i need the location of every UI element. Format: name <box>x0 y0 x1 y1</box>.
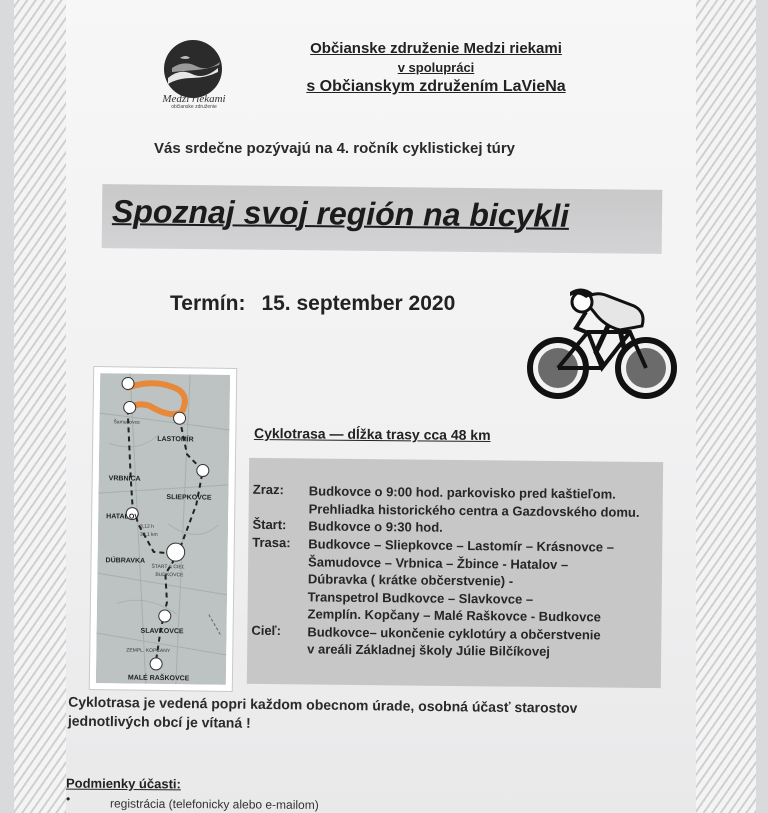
zraz-label: Zraz: <box>252 481 284 498</box>
organizer-line-2: v spolupráci <box>397 60 475 75</box>
medzi-riekami-logo <box>162 38 224 100</box>
right-hatched-border <box>696 0 756 813</box>
route-info <box>251 482 673 662</box>
map-label-budkovce: BUDKOVCE <box>155 571 184 579</box>
trasa-line-2: Šamudovce – Vrbnica – Žbince - Hatalov – <box>308 553 569 572</box>
route-row-ciel <box>251 622 671 661</box>
ciel-line-2: v areáli Základnej školy Júlie Bilčíkovej <box>307 641 551 659</box>
map-label-lastomir: LASTOMÍR <box>157 435 194 444</box>
invitation-text: Vás srdečne pozývajú na 4. ročník cyklistickej túry <box>154 140 516 157</box>
zraz-line-2: Prehliadka historického centra a Gazdovského domu. <box>308 500 640 520</box>
organizer-line-3: s Občianskym združením LaVieNa <box>306 78 566 95</box>
ciel-label: Cieľ: <box>251 622 282 638</box>
conditions-heading: Podmienky účasti: <box>65 775 181 792</box>
map-label-vrbnica: VRBNICA <box>108 475 141 483</box>
ciel-line-1: Budkovce– ukončenie cyklotúry a občerstvenie <box>307 623 601 642</box>
trasa-line-5: Zemplín. Kopčany – Malé Raškovce - Budkovce <box>307 606 601 625</box>
map-label-dubravka: DÚBRAVKA <box>105 557 146 565</box>
map-label-slavkovce: SLAVKOVCE <box>140 627 184 636</box>
map-label-raskovce: MALÉ RAŠKOVCE <box>127 674 190 683</box>
date-value: 15. september 2020 <box>261 292 456 315</box>
left-hatched-border <box>14 0 66 813</box>
organizer-line-1: Občianske združenie Medzi riekami <box>310 40 562 57</box>
event-date <box>170 292 455 316</box>
conditions-bullet: • <box>66 792 71 806</box>
cyclist-icon <box>524 282 682 404</box>
trasa-line-3: Dúbravka ( krátke občerstvenie) - <box>307 571 514 589</box>
trasa-label: Trasa: <box>252 534 291 551</box>
start-line-1: Budkovce o 9:30 hod. <box>308 518 443 535</box>
flyer-page <box>14 0 756 813</box>
map-label-kopcany: ZEMPL. KOPČANY <box>126 647 171 655</box>
route-map <box>90 367 236 691</box>
map-label-hatalov: HATALOV <box>106 513 140 521</box>
route-heading: Cyklotrasa — dĺžka trasy cca 48 km <box>253 424 491 444</box>
date-label: Termín: <box>170 292 246 315</box>
map-label-time: 3,12 h <box>139 523 154 530</box>
map-label-sliepkovce: SLIEPKOVCE <box>166 494 212 502</box>
conditions-item-registration: registrácia (telefonicky alebo e-mailom) <box>109 796 319 812</box>
trasa-line-4: Transpetrol Budkovce – Slavkovce – <box>307 588 534 607</box>
route-row-zraz <box>253 482 673 521</box>
start-label: Štart: <box>252 516 287 533</box>
event-title: Spoznaj svoj región na bicykli <box>111 193 570 234</box>
map-label-samudovce: Šamudovce <box>113 419 140 426</box>
trasa-line-1: Budkovce – Sliepkovce – Lastomír – Krásnovce – <box>308 536 614 555</box>
route-note: Cyklotrasa je vedená popri každom obecnom úrade, osobná účasť starostov jednotlivých obcí je vítaná ! <box>67 693 578 731</box>
map-label-distance: 39,1 km <box>139 531 158 538</box>
flyer-content <box>66 0 696 813</box>
map-label-start: ŠTART & CIEĽ <box>151 563 185 571</box>
zraz-line-1: Budkovce o 9:00 hod. parkovisko pred kaštieľom. <box>308 483 616 502</box>
route-row-trasa <box>251 535 672 627</box>
logo-name: Medzi riekami <box>162 93 226 105</box>
logo-subtitle: občianske združenie <box>171 104 217 110</box>
